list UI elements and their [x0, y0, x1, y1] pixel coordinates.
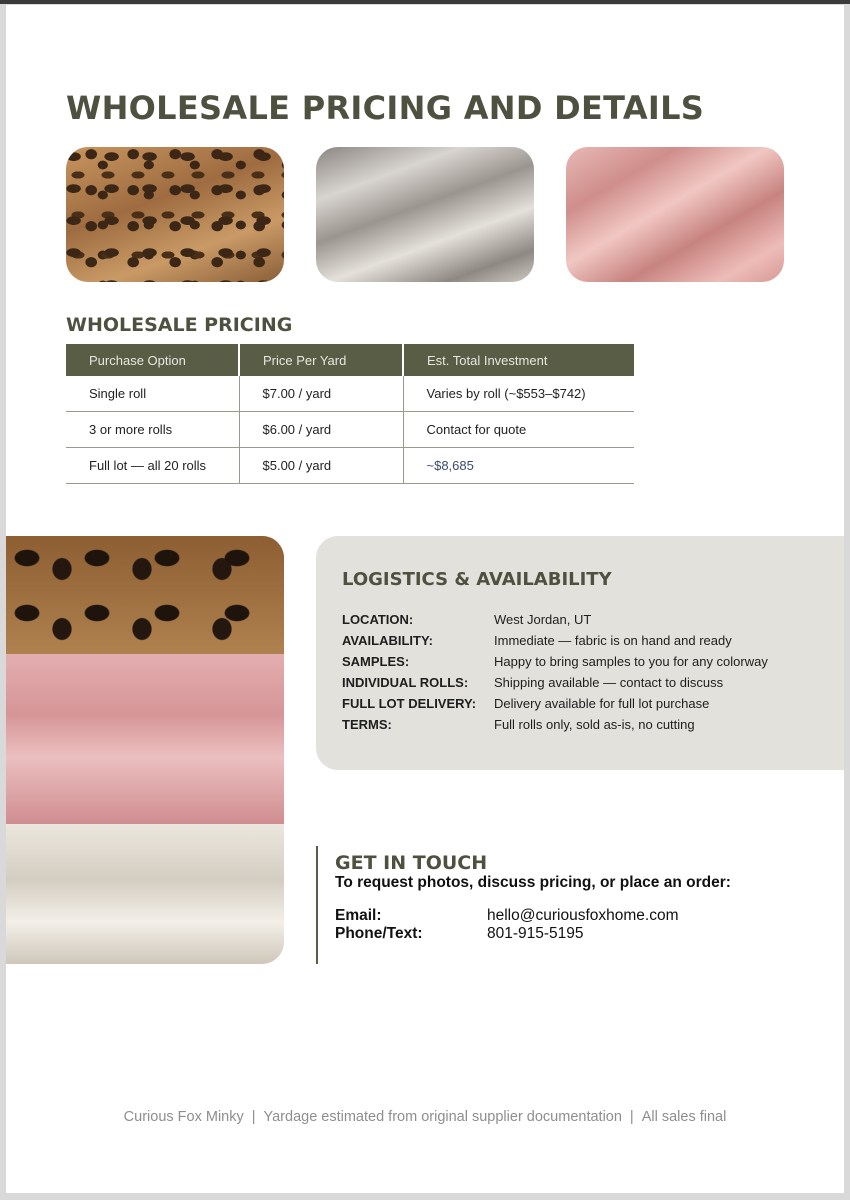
logistics-value: Delivery available for full lot purchase [494, 696, 710, 711]
logistics-key: INDIVIDUAL ROLLS: [342, 675, 469, 690]
logistics-key: LOCATION: [342, 612, 414, 627]
logistics-value: Shipping available — contact to discuss [494, 675, 724, 690]
phone-link[interactable]: 801-915-5195 [487, 925, 584, 942]
column-header: Purchase Option [66, 344, 239, 376]
logistics-key: TERMS: [342, 717, 392, 732]
purchase-option-cell: 3 or more rolls [66, 412, 239, 448]
logistics-heading: LOGISTICS & AVAILABILITY [342, 569, 612, 590]
logistics-value: West Jordan, UT [494, 612, 592, 627]
leopard-fabric-layer [6, 536, 284, 656]
logistics-value: Immediate — fabric is on hand and ready [494, 633, 732, 648]
leopard-fabric-swatch [66, 147, 284, 282]
footer-separator: | [629, 1109, 634, 1125]
investment-cell: ~$8,685 [403, 448, 634, 484]
email-label: Email: [335, 907, 382, 924]
logistics-key: AVAILABILITY: [342, 633, 433, 648]
logistics-key: FULL LOT DELIVERY: [342, 696, 477, 711]
footer-terms: All sales final [641, 1109, 727, 1125]
pricing-header-row [66, 344, 634, 376]
fabric-stack-photo [6, 536, 284, 964]
footer [6, 1109, 844, 1125]
cream-fabric-layer [6, 824, 284, 964]
logistics-value: Happy to bring samples to you for any colorway [494, 654, 768, 669]
purchase-option-cell: Single roll [66, 376, 239, 412]
table-row [66, 376, 634, 412]
column-header: Price Per Yard [239, 344, 403, 376]
column-header: Est. Total Investment [403, 344, 634, 376]
investment-cell: Varies by roll (~$553–$742) [403, 376, 634, 412]
price-cell: $7.00 / yard [239, 376, 403, 412]
phone-label: Phone/Text: [335, 925, 423, 942]
gray-fur-fabric-swatch [316, 147, 534, 282]
contact-heading: GET IN TOUCH [335, 852, 488, 874]
table-row [66, 448, 634, 484]
table-row [66, 412, 634, 448]
footer-note: Yardage estimated from original supplier documentation [263, 1109, 622, 1125]
contact-section [316, 846, 818, 964]
pink-fur-fabric-swatch [566, 147, 784, 282]
logistics-key: SAMPLES: [342, 654, 410, 669]
pricing-heading: WHOLESALE PRICING [66, 314, 293, 336]
logistics-value: Full rolls only, sold as-is, no cutting [494, 717, 695, 732]
footer-brand: Curious Fox Minky [123, 1109, 244, 1125]
email-link[interactable]: hello@curiousfoxhome.com [487, 907, 679, 924]
contact-subheading: To request photos, discuss pricing, or place an order: [335, 874, 731, 891]
footer-separator: | [251, 1109, 256, 1125]
purchase-option-cell: Full lot — all 20 rolls [66, 448, 239, 484]
pink-fabric-layer [6, 654, 284, 826]
document-page [6, 5, 844, 1193]
page-title: WHOLESALE PRICING AND DETAILS [66, 89, 705, 127]
price-cell: $6.00 / yard [239, 412, 403, 448]
pricing-table [66, 344, 634, 484]
investment-cell: Contact for quote [403, 412, 634, 448]
logistics-panel [316, 536, 844, 770]
price-cell: $5.00 / yard [239, 448, 403, 484]
top-edge [0, 0, 850, 4]
